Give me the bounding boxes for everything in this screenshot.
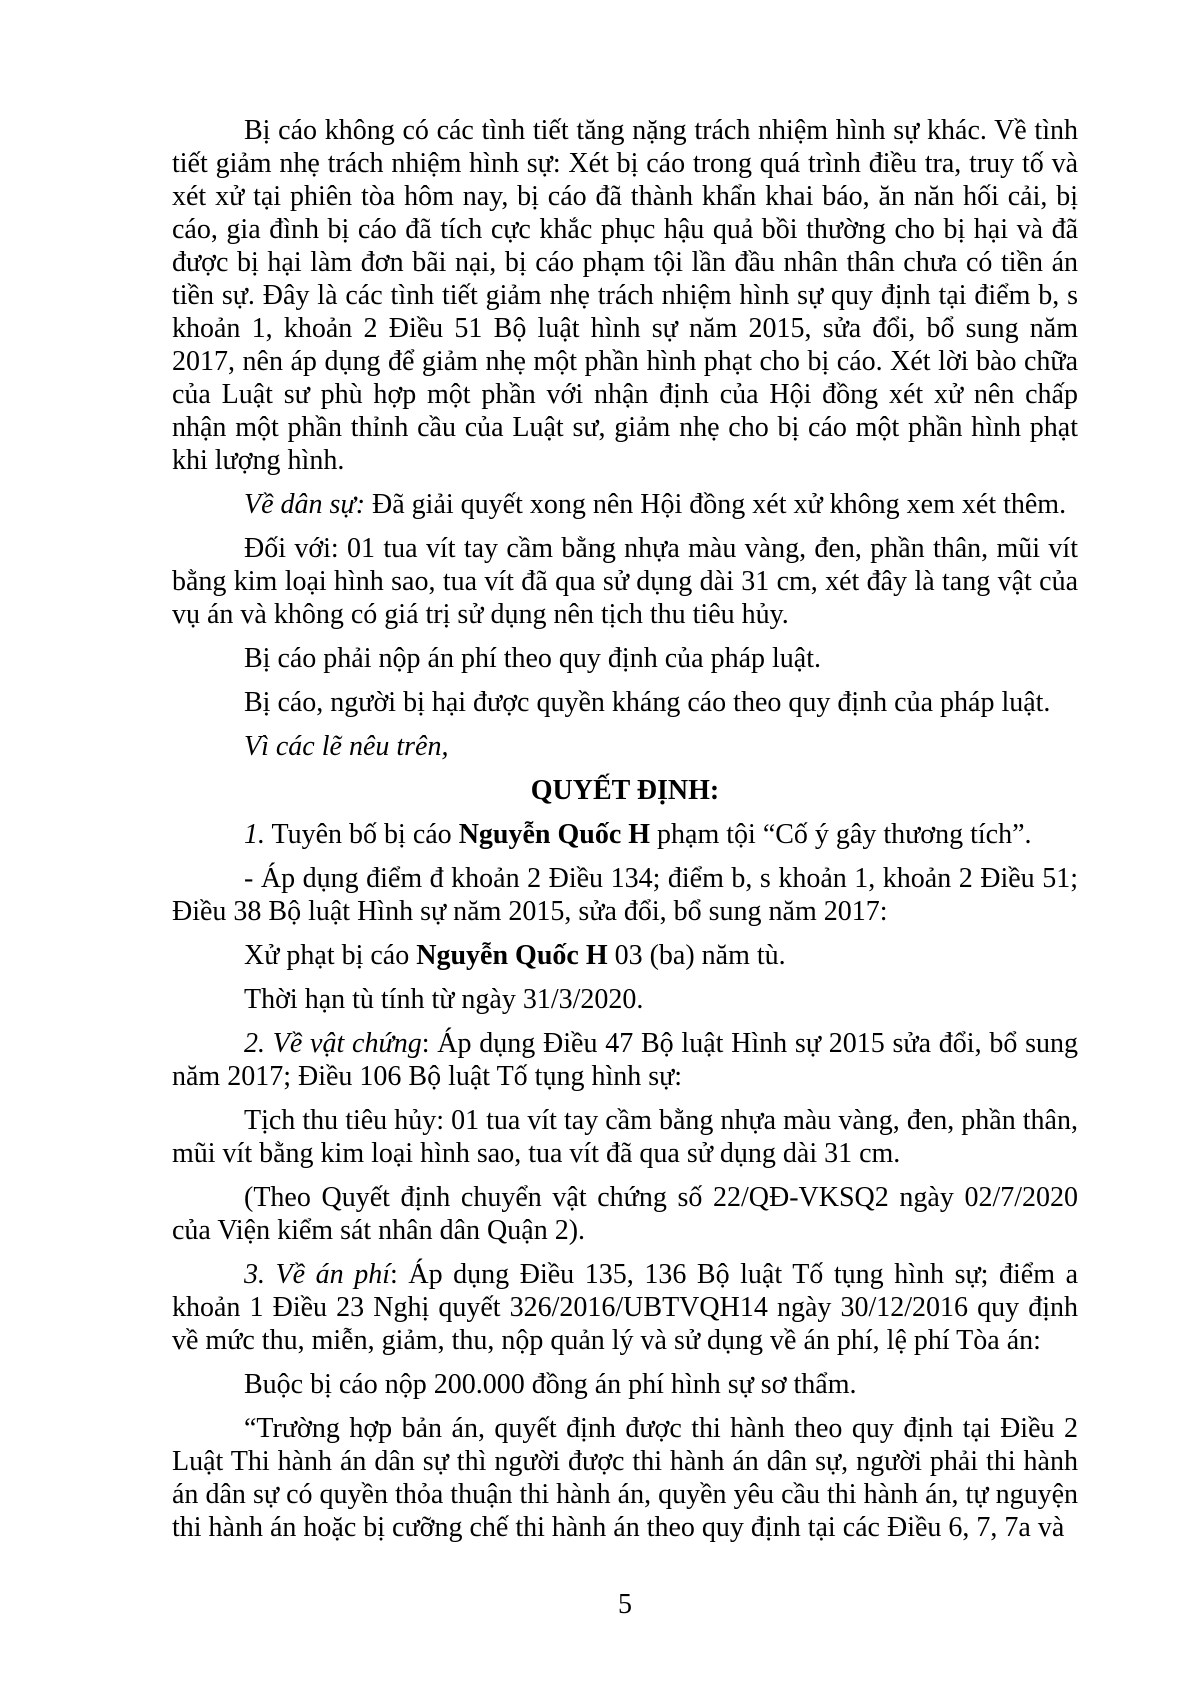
paragraph xyxy=(172,488,1078,521)
text-run: Bị cáo, người bị hại được quyền kháng cáo theo quy định của pháp luật. xyxy=(244,687,1051,718)
paragraph xyxy=(172,1412,1078,1544)
text-run: Đối với: 01 tua vít tay cầm bằng nhựa màu vàng, đen, phần thân, mũi vít bằng kim loại hình sao, tua vít đã qua sử dụng dài 31 cm, xét đây là tang vật của vụ án và không có giá trị sử dụng nên tịch thu tiêu hủy. xyxy=(172,533,1078,630)
paragraph xyxy=(172,114,1078,477)
text-run: Vì các lẽ nêu trên, xyxy=(244,731,449,762)
paragraph xyxy=(172,939,1078,972)
paragraph xyxy=(172,1104,1078,1170)
text-run: - Áp dụng điểm đ khoản 2 Điều 134; điểm b, s khoản 1, khoản 2 Điều 51; Điều 38 Bộ luật Hình sự năm 2015, sửa đổi, bổ sung năm 2017: xyxy=(172,863,1078,927)
text-run: Nguyễn Quốc H xyxy=(416,940,608,971)
text-run: Bị cáo không có các tình tiết tăng nặng trách nhiệm hình sự khác. Về tình tiết giảm nhẹ trách nhiệm hình sự: Xét bị cáo trong quá trình điều tra, truy tố và xét xử tại phiên tòa hôm nay, bị cáo đã thành khẩn khai báo, ăn năn hối cải, bị cáo, gia đình bị cáo đã tích cực khắc phục hậu quả bồi thường cho bị hại và đã được bị hại làm đơn bãi nại, bị cáo phạm tội lần đầu nhân thân chưa có tiền án tiền sự. Đây là các tình tiết giảm nhẹ trách nhiệm hình sự quy định tại điểm b, s khoản 1, khoản 2 Điều 51 Bộ luật hình sự năm 2015, sửa đổi, bổ sung năm 2017, nên áp dụng để giảm nhẹ một phần hình phạt cho bị cáo. Xét lời bào chữa của Luật sư phù hợp một phần với nhận định của Hội đồng xét xử nên chấp nhận một phần thỉnh cầu của Luật sư, giảm nhẹ cho bị cáo một phần hình phạt khi lượng hình. xyxy=(172,115,1078,476)
text-run: 03 (ba) năm tù. xyxy=(607,940,786,971)
paragraph xyxy=(172,730,1078,763)
paragraph xyxy=(172,983,1078,1016)
document-body xyxy=(172,114,1078,1555)
text-run: : Áp dụng Điều 135, 136 Bộ luật Tố tụng hình sự; điểm a khoản 1 Điều 23 Nghị quyết 326/2016/UBTVQH14 ngày 30/12/2016 quy định về mức thu, miễn, giảm, thu, nộp quản lý và sử dụng về án phí, lệ phí Tòa án: xyxy=(172,1259,1078,1356)
paragraph xyxy=(172,862,1078,928)
paragraph xyxy=(172,1027,1078,1093)
text-run: “Trường hợp bản án, quyết định được thi hành theo quy định tại Điều 2 Luật Thi hành án dân sự thì người được thi hành án dân sự, người phải thi hành án dân sự có quyền thỏa thuận thi hành án, quyền yêu cầu thi hành án, tự nguyện thi hành án hoặc bị cưỡng chế thi hành án theo quy định tại các Điều 6, 7, 7a và xyxy=(172,1413,1078,1543)
paragraph xyxy=(172,1368,1078,1401)
paragraph xyxy=(172,1181,1078,1247)
text-run: phạm tội “Cố ý gây thương tích”. xyxy=(650,819,1032,850)
page-number: 5 xyxy=(618,1589,632,1620)
text-run: Nguyễn Quốc H xyxy=(458,819,651,850)
text-run: Tuyên bố bị cáo xyxy=(265,819,459,850)
text-run: Buộc bị cáo nộp 200.000 đồng án phí hình sự sơ thẩm. xyxy=(244,1369,857,1400)
text-run: 1. xyxy=(244,819,265,850)
text-run: Đã giải quyết xong nên Hội đồng xét xử không xem xét thêm. xyxy=(365,489,1067,520)
text-run: 3. Về án phí xyxy=(244,1259,391,1290)
paragraph xyxy=(172,532,1078,631)
text-run: Thời hạn tù tính từ ngày 31/3/2020. xyxy=(244,984,644,1015)
text-run: Bị cáo phải nộp án phí theo quy định của pháp luật. xyxy=(244,643,821,674)
paragraph xyxy=(172,818,1078,851)
paragraph xyxy=(172,642,1078,675)
paragraph xyxy=(172,1258,1078,1357)
section-heading xyxy=(172,774,1078,807)
text-run: 2. Về vật chứng xyxy=(244,1028,422,1059)
text-run: QUYẾT ĐỊNH: xyxy=(530,775,720,806)
text-run: Tịch thu tiêu hủy: 01 tua vít tay cầm bằng nhựa màu vàng, đen, phần thân, mũi vít bằng kim loại hình sao, tua vít đã qua sử dụng dài 31 cm. xyxy=(172,1105,1078,1169)
text-run: Xử phạt bị cáo xyxy=(244,940,417,971)
text-run: (Theo Quyết định chuyển vật chứng số 22/QĐ-VKSQ2 ngày 02/7/2020 của Viện kiểm sát nhân dân Quận 2). xyxy=(172,1182,1078,1246)
paragraph xyxy=(172,686,1078,719)
text-run: Về dân sự: xyxy=(244,489,366,520)
text-run: : Áp dụng Điều 47 Bộ luật Hình sự 2015 sửa đổi, bổ sung năm 2017; Điều 106 Bộ luật Tố tụng hình sự: xyxy=(172,1028,1078,1092)
